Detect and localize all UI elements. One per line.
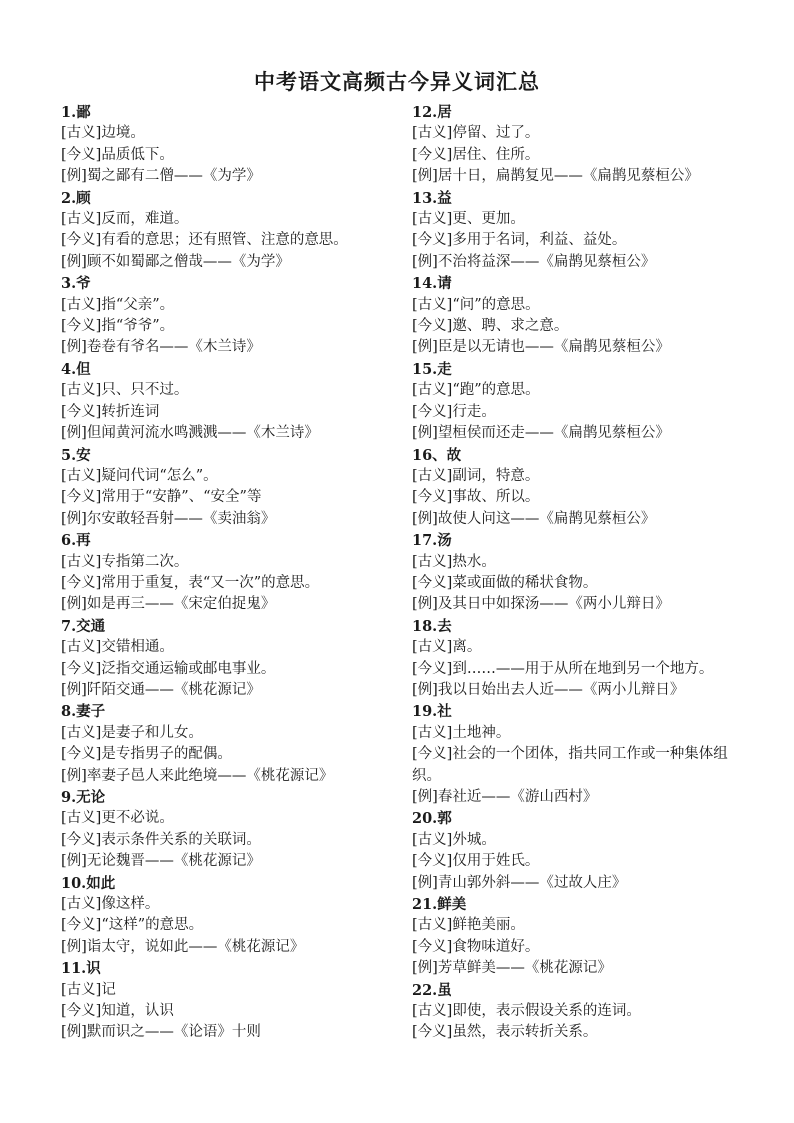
vocab-entry: [61, 787, 391, 873]
vocab-entry: [61, 530, 391, 616]
vocab-entry: [61, 445, 391, 531]
vocab-entry: [61, 873, 391, 959]
example-sentence: [例]率妻子邑人来此绝境——《桃花源记》: [61, 767, 334, 784]
ancient-meaning: [古义]副词，特意。: [412, 467, 540, 484]
ancient-meaning: [古义]停留、过了。: [412, 125, 540, 142]
vocab-entry: [61, 701, 391, 787]
modern-meaning: [今义]仅用于姓氏。: [412, 853, 540, 870]
vocab-entry: [412, 530, 742, 616]
ancient-meaning: [古义]反而，难道。: [61, 211, 189, 228]
vocab-entry: [61, 359, 391, 445]
entry-heading: 20.郭: [412, 810, 452, 828]
example-sentence: [例]卷卷有爷名——《木兰诗》: [61, 339, 261, 356]
entry-heading: 22.虽: [412, 981, 452, 999]
modern-meaning: [今义]品质低下。: [61, 146, 174, 163]
entry-heading: 16、故: [412, 446, 462, 464]
example-sentence: [例]故使人问这——《扁鹊见蔡桓公》: [412, 510, 656, 527]
vocab-entry: [61, 273, 391, 359]
entry-heading: 18.去: [412, 617, 452, 635]
modern-meaning: [今义]常用于重复，表“又一次”的意思。: [61, 574, 320, 591]
entry-heading: 10.如此: [61, 874, 116, 892]
ancient-meaning: [古义]只、只不过。: [61, 382, 189, 399]
ancient-meaning: [古义]专指第二次。: [61, 553, 189, 570]
vocab-entry: [61, 958, 391, 1044]
entry-heading: 14.请: [412, 275, 452, 293]
ancient-meaning: [古义]更不必说。: [61, 810, 174, 827]
ancient-meaning: [古义]离。: [412, 639, 482, 656]
right-column: [412, 102, 742, 1044]
entry-heading: 4.但: [61, 360, 91, 378]
ancient-meaning: [古义]是妻子和儿女。: [61, 724, 203, 741]
vocab-entry: [412, 701, 742, 808]
ancient-meaning: [古义]“跑”的意思。: [412, 382, 540, 399]
ancient-meaning: [古义]交错相通。: [61, 639, 174, 656]
example-sentence: [例]青山郭外斜——《过故人庄》: [412, 874, 627, 891]
entry-heading: 11.识: [61, 960, 101, 978]
entry-heading: 21.鲜美: [412, 896, 467, 914]
modern-meaning: [今义]虽然，表示转折关系。: [412, 1024, 598, 1041]
modern-meaning: [今义]指“爷爷”。: [61, 318, 175, 335]
example-sentence: [例]无论魏晋——《桃花源记》: [61, 853, 261, 870]
example-sentence: [例]阡陌交通——《桃花源记》: [61, 681, 261, 698]
modern-meaning: [今义]泛指交通运输或邮电事业。: [61, 660, 276, 677]
modern-meaning: [今义]知道，认识: [61, 1003, 174, 1020]
ancient-meaning: [古义]边境。: [61, 125, 145, 142]
entry-heading: 5.安: [61, 446, 91, 464]
entry-heading: 7.交通: [61, 617, 106, 635]
vocab-entry: [412, 273, 742, 359]
vocab-entry: [412, 102, 742, 188]
ancient-meaning: [古义]疑问代词“怎么”。: [61, 467, 218, 484]
example-sentence: [例]顾不如蜀鄙之僧哉——《为学》: [61, 253, 290, 270]
entry-heading: 13.益: [412, 189, 452, 207]
ancient-meaning: [古义]土地神。: [412, 724, 511, 741]
modern-meaning: [今义]“这样”的意思。: [61, 917, 204, 934]
example-sentence: [例]尔安敢轻吾射——《卖油翁》: [61, 510, 276, 527]
modern-meaning: [今义]菜或面做的稀状食物。: [412, 574, 598, 591]
modern-meaning: [今义]居住、住所。: [412, 146, 540, 163]
ancient-meaning: [古义]“问”的意思。: [412, 296, 540, 313]
example-sentence: [例]及其日中如探汤——《两小儿辩日》: [412, 596, 670, 613]
entry-heading: 15.走: [412, 360, 452, 378]
ancient-meaning: [古义]指“父亲”。: [61, 296, 175, 313]
ancient-meaning: [古义]即使，表示假设关系的连词。: [412, 1003, 641, 1020]
page-title: 中考语文高频古今异义词汇总: [254, 70, 540, 94]
example-sentence: [例]如是再三——《宋定伯捉鬼》: [61, 596, 276, 613]
entry-heading: 6.再: [61, 532, 91, 550]
ancient-meaning: [古义]记: [61, 981, 116, 998]
entry-heading: 17.汤: [412, 532, 452, 550]
entry-heading: 1.鄙: [61, 104, 91, 121]
example-sentence: [例]芳草鲜美——《桃花源记》: [412, 960, 612, 977]
example-sentence: [例]蜀之鄙有二僧——《为学》: [61, 168, 261, 185]
modern-meaning: [今义]食物味道好。: [412, 938, 540, 955]
modern-meaning: [今义]事故、所以。: [412, 489, 540, 506]
example-sentence: [例]但闻黄河流水鸣溅溅——《木兰诗》: [61, 425, 319, 442]
modern-meaning: [今义]是专指男子的配偶。: [61, 746, 232, 763]
example-sentence: [例]臣是以无请也——《扁鹊见蔡桓公》: [412, 339, 670, 356]
example-sentence: [例]居十日，扁鹊复见——《扁鹊见蔡桓公》: [412, 168, 699, 185]
vocab-entry: [61, 616, 391, 702]
modern-meaning: [今义]多用于名词，利益、益处。: [412, 232, 627, 249]
example-sentence: [例]默而识之——《论语》十则: [61, 1024, 261, 1041]
ancient-meaning: [古义]鲜艳美丽。: [412, 917, 525, 934]
modern-meaning: [今义]行走。: [412, 403, 496, 420]
ancient-meaning: [古义]更、更加。: [412, 211, 525, 228]
vocab-entry: [412, 980, 742, 1044]
vocab-entry: [412, 445, 742, 531]
entry-heading: 2.顾: [61, 189, 91, 207]
entry-heading: 9.无论: [61, 789, 106, 806]
modern-meaning: [今义]到……——用于从所在地到另一个地方。: [412, 660, 714, 677]
modern-meaning: [今义]社会的一个团体，指共同工作或一种集体组织。: [412, 746, 728, 784]
example-sentence: [例]诣太守，说如此——《桃花源记》: [61, 938, 305, 955]
ancient-meaning: [古义]外城。: [412, 831, 496, 848]
vocab-entry: [412, 808, 742, 894]
entry-heading: 8.妻子: [61, 703, 106, 721]
modern-meaning: [今义]转折连词: [61, 403, 160, 420]
entry-heading: 3.爷: [61, 275, 91, 293]
vocab-entry: [412, 616, 742, 702]
vocab-entry: [412, 188, 742, 274]
modern-meaning: [今义]邀、聘、求之意。: [412, 318, 569, 335]
ancient-meaning: [古义]热水。: [412, 553, 496, 570]
example-sentence: [例]望桓侯而还走——《扁鹊见蔡桓公》: [412, 425, 670, 442]
ancient-meaning: [古义]像这样。: [61, 896, 160, 913]
entry-heading: 12.居: [412, 104, 452, 121]
entry-heading: 19.社: [412, 703, 452, 721]
example-sentence: [例]我以日始出去人近——《两小儿辩日》: [412, 681, 685, 698]
example-sentence: [例]不治将益深——《扁鹊见蔡桓公》: [412, 253, 656, 270]
modern-meaning: [今义]常用于“安静”、“安全”等: [61, 489, 262, 506]
modern-meaning: [今义]有看的意思；还有照管、注意的意思。: [61, 232, 348, 249]
modern-meaning: [今义]表示条件关系的关联词。: [61, 831, 261, 848]
left-column: [61, 102, 391, 1044]
vocab-entry: [61, 102, 391, 188]
vocab-entry: [412, 359, 742, 445]
example-sentence: [例]春社近——《游山西村》: [412, 789, 598, 805]
vocab-entry: [412, 894, 742, 980]
vocab-entry: [61, 188, 391, 274]
